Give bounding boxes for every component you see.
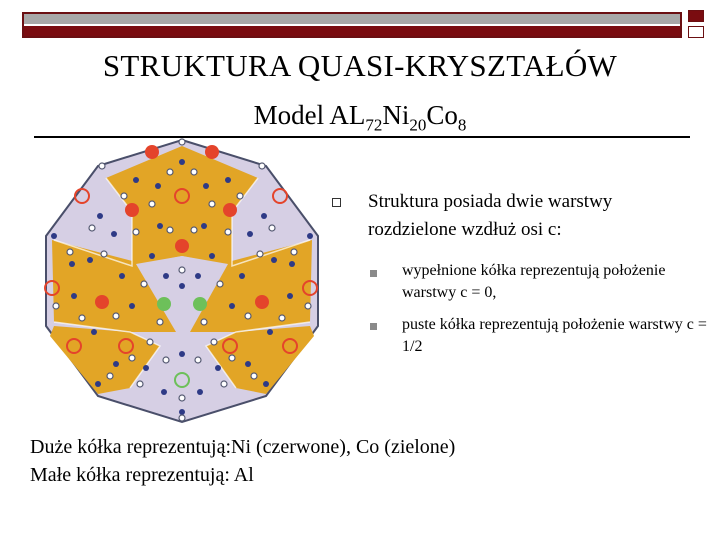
sub-bullet-square-icon (370, 323, 377, 330)
sub-bullet-text-1: wypełnione kółka reprezentują położenie warstwy c = 0, (402, 262, 666, 301)
sub-bullet-text-2: puste kółka reprezentują położenie warstwy c = 1/2 (402, 316, 707, 355)
bullet-square-icon (332, 198, 341, 207)
sub-bullet-square-icon (370, 270, 377, 277)
footer-line-2: Małe kółka reprezentują: Al (30, 464, 254, 486)
bullet-main-text: Struktura posiada dwie warstwy rozdzielone wzdłuż osi c: (368, 191, 613, 240)
subtitle-sub-ni: 20 (409, 115, 427, 135)
subtitle-co: Co (426, 100, 458, 130)
slide-title: STRUKTURA QUASI-KRYSZTAŁÓW (102, 48, 618, 83)
subtitle-sub-co: 8 (457, 115, 467, 135)
footer-line-1: Duże kółka reprezentują:Ni (czerwone), Co (zielone) (30, 436, 456, 458)
subtitle-sub-al: 72 (365, 115, 383, 135)
corner-decor-filled (688, 10, 704, 22)
subtitle-prefix: Model AL (253, 100, 366, 130)
corner-decor-empty (688, 26, 704, 38)
slide-subtitle (0, 100, 720, 135)
header-decor-bar (22, 12, 682, 38)
quasicrystal-diagram (40, 136, 330, 426)
subtitle-ni: Ni (382, 100, 410, 130)
header-decor-red (24, 26, 680, 36)
header-decor-gray (24, 14, 680, 24)
